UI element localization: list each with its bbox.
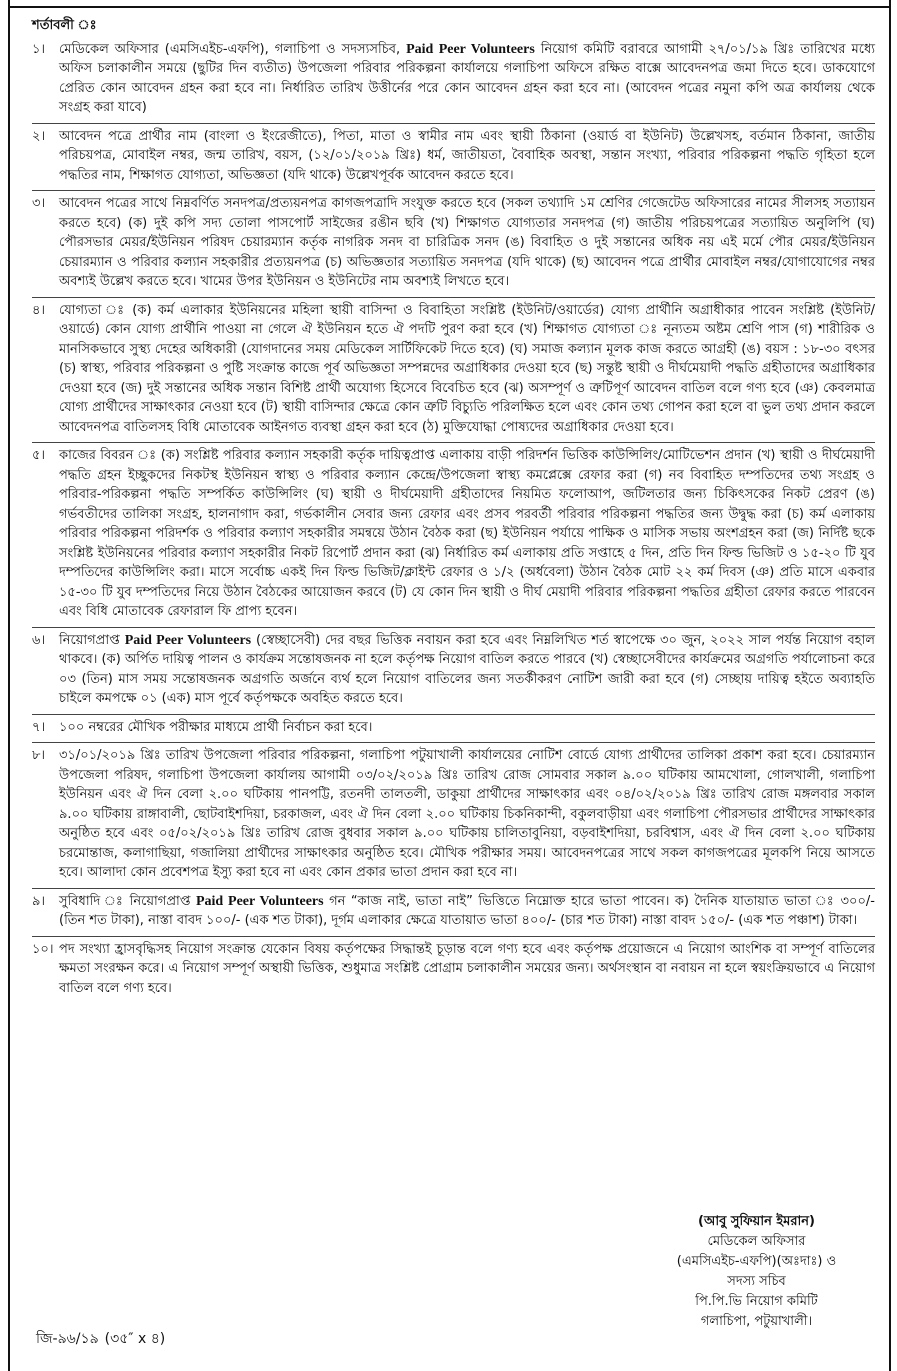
term-english-phrase: Paid Peer Volunteers (406, 41, 535, 57)
terms-heading: শর্তাবলী ঃ (32, 18, 97, 33)
term-number: ৯। (32, 893, 46, 909)
term-english-phrase: Paid Peer Volunteers (124, 632, 252, 648)
top-border (10, 6, 889, 8)
term-text (59, 127, 875, 186)
signatory-name: (আবু সুফিয়ান ইমরান) (698, 1214, 815, 1229)
term-text-part: যোগ্যতা ঃ (ক) কর্ম এলাকার ইউনিয়নের মহিলা স্থায়ী বাসিন্দা ও বিবাহিতা সংশ্লিষ্ট (ইউনিট/ওয়ার্ডের) যোগ্য প্রার্থীনি অগ্রাধীকার পাবেন সংশ্লিষ্ট (ইউনিট/ওয়ার্ডে) কোন যোগ্য প্রার্থীনি পাওয়া না গেলে ঐ ইউনিয়ন হতে ঐ পদটি পুরণ করা হবে (খ) শিক্ষাগত যোগ্যতা ঃ নূন্যতম অষ্টম শ্রেণি পাস (গ) শারীরিক ও মানসিকভাবে সুস্থ্য দেহের অধিকারী (যোগদানের সময় মেডিকেল সার্টিফিকেট দিতে হবে) (ঘ) সমাজ কল্যান মূলক কাজ করতে আগ্রহী (ঙ) বয়স : ১৮-৩০ বৎসর (চ) স্বাস্থ্য, পরিবার পরিকল্পনা ও পুষ্টি সংক্রান্ত কাজে পূর্ব অভিজ্ঞতা সম্পন্নদের অগ্রাধিকার দেওয়া হবে (ছ) সন্তুষ্ট স্থায়ী ও দীর্ঘমেয়াদী পদ্ধতি গ্রহীতাদের অগ্রাধিকার দেওয়া হবে (জ) দুই সন্তানের অধিক সন্তান বিশিষ্ট প্রার্থী অযোগ্য হিসেবে বিবেচিত হবে (ঝ) অসম্পূর্ণ ও ত্রুটিপূর্ণ আবেদন বাতিল বলে গণ্য হবে (ঞ) কেবলমাত্র যোগ্য প্রার্থীদের সাক্ষাৎকার নেওয়া হবে (ট) স্থায়ী বাসিন্দার ক্ষেত্রে কোন ত্রুটি বিচ্যুতি পরিলক্ষিত হলে এবং কোন তথ্য গোপন করা হলে বা ভুল তথ্য প্রদান করলে আবেদনপত্র বাতিলসহ বিধি মোতাবেক আইনগত ব্যবস্থা গ্রহন করা হবে (ঠ) মুক্তিযোদ্ধা পোষ্যদের অগ্রাধিকার দেওয়া হবে। (59, 302, 875, 435)
reference-note (36, 1327, 165, 1351)
term-text-part: ১০০ নম্বরের মৌখিক পরীক্ষার মাধ্যমে প্রার্থী নির্বাচন করা হবে। (59, 719, 373, 735)
term-text (59, 631, 875, 709)
signatory-location: গলাচিপা, পটুয়াখালী। (700, 1314, 813, 1329)
term-text (59, 301, 875, 438)
term-item (32, 937, 875, 1004)
term-item (32, 124, 875, 192)
term-text (59, 718, 875, 738)
term-text-part: গন “কাজ নাই, ভাতা নাই” ভিত্তিতে নিম্নোক্ত হারে ভাতা পাবেন। ক) দৈনিক যাতায়াত ভাতা ঃ ৩০০/- (তিন শত টাকা), নাস্তা বাবদ ১০০/- (এক শত টাকা), দূর্গম এলাকার ক্ষেত্রে যাতায়াত ভাতা ৪০০/- (চার শত টাকা) নাস্তা বাবদ ১৫০/- (এক শত পঞ্চাশ) টাকা। (59, 893, 875, 928)
signature-block (644, 1212, 869, 1332)
term-item (32, 889, 875, 937)
term-text (59, 892, 875, 931)
reference-code: জি-৯৬/১৯ (36, 1331, 99, 1347)
term-item (32, 37, 875, 124)
term-number: ২। (32, 128, 46, 144)
signatory-role: সদস্য সচিব (727, 1274, 786, 1289)
term-text (59, 746, 875, 883)
signatory-committee: পি.পি.ভি নিয়োগ কমিটি (695, 1294, 818, 1309)
term-number: ৪। (32, 302, 46, 318)
term-text (59, 194, 875, 292)
term-text (59, 446, 875, 622)
term-number: ৫। (32, 448, 46, 463)
term-item (32, 715, 875, 744)
terms-list (32, 37, 875, 1004)
term-text-part: পদ সংখ্যা হ্রাসবৃদ্ধিসহ নিয়োগ সংক্রান্ত যেকোন বিষয় কর্তৃপক্ষের সিদ্ধান্তই চূড়ান্ত বলে গণ্য হবে এবং কর্তৃপক্ষ প্রয়োজনে এ নিয়োগ আংশিক বা সম্পূর্ণ বাতিলের ক্ষমতা সংরক্ষন করে। এ নিয়োগ সম্পূর্ণ অস্থায়ী ভিত্তিক, শুধুমাত্র সংশ্লিষ্ট প্রোগ্রাম চলাকালীন সময়ের জন্য। অর্থসংস্থান বা নবায়ন না হলে স্বয়ংক্রিয়ভাবে এ নিয়োগ বাতিল বলে গণ্য হবে। (59, 941, 875, 996)
term-number: ৮। (32, 748, 46, 763)
signatory-designation: মেডিকেল অফিসার (707, 1234, 806, 1249)
term-text-part: আবেদন পত্রের সাথে নিম্নবর্ণিত সনদপত্র/প্রত্যয়নপত্র কাগজপত্রাদি সংযুক্ত করতে হবে (সকল তথ্যাদি ১ম শ্রেণির গেজেটেড অফিসারের নামের সীলসহ সত্যায়ন করতে হবে) (ক) দুই কপি সদ্য তোলা পাসপোর্ট সাইজের রঙীন ছবি (খ) শিক্ষাগত যোগ্যতার সনদপত্র (গ) জাতীয় পরিচয়পত্রের সত্যায়িত অনুলিপি (ঘ) পৌরসভার মেয়র/ইউনিয়ন পরিষদ চেয়ারম্যান কর্তৃক নাগরিক সনদ বা চারিত্রিক সনদ (ঙ) বিবাহিত ও দুই সন্তানের অধিক নয় এই মর্মে পৌর মেয়র/ইউনিয়ন চেয়ারম্যান ও পরিবার কল্যান সহকারীর প্রত্যয়নপত্র (চ) অভিজ্ঞতার সত্যায়িত সনদপত্র (যদি থাকে) (ছ) আবেদন পত্রে প্রার্থীর মোবাইল নম্বর/যোগাযোগের নম্বর অবশ্যই উল্লেখ করতে হবে। খামের উপর ইউনিয়ন ও ইউনিটের নাম অবশ্যই লিখতে হবে। (59, 196, 875, 289)
term-number: ১। (32, 41, 46, 57)
terms-section (32, 16, 875, 1003)
term-english-phrase: Paid Peer Volunteers (195, 893, 324, 909)
term-number: ১০। (32, 941, 54, 957)
signatory-department: (এমসিএইচ-এফপি)(অঃদাঃ) ও (676, 1254, 837, 1269)
term-text-part: কাজের বিবরন ঃ (ক) সংশ্লিষ্ট পরিবার কল্যান সহকারী কর্তৃক দায়িত্বপ্রাপ্ত এলাকায় বাড়ী পরিদর্শন ভিত্তিক কাউন্সিলিং/মোটিভেশন প্রদান (খ) স্থায়ী ও দীর্ঘমেয়াদী পদ্ধতি গ্রহন ইচ্ছুকদের নিকটস্থ ইউনিয়ন স্বাস্থ্য ও পরিবার কল্যান কেন্দ্রে/উপজেলা স্বাস্থ্য কমপ্লেক্সে রেফার করা (গ) নব বিবাহিত দম্পতিদের তথ্য সংগ্রহ ও পরিবার-পরিকল্পনা পদ্ধতি সম্পর্কিত কাউন্সিলিং (ঘ) স্থায়ী ও দীর্ঘমেয়াদী গ্রহীতাদের নিয়মিত ফলোআপ, জটিলতার জন্য চিকিৎসকের নিকট প্রেরণ (ঙ) গর্ভবতীদের তালিকা সংগ্রহ, হালনাগাদ করা, গর্ভকালীন সেবার জন্য রেফার এবং প্রসব পরবর্তী পরিবার পরিকল্পনা পদ্ধতির জন্য উদ্বুদ্ধ করা (চ) কর্ম এলাকায় পরিবার পরিকল্পনা পরিদর্শক ও পরিবার কল্যাণ সহকারীর সমন্বয়ে উঠান বৈঠক করা (ছ) ইউনিয়ন পর্যায়ে পাক্ষিক ও মাসিক সভায় অংশগ্রহন করা (জ) নির্দিষ্ট ছকে সংশ্লিষ্ট ইউনিয়নের পরিবার কল্যাণ সহকারীর নিকট রিপোর্ট প্রদান করা (ঝ) নির্ধারিত কর্ম এলাকায় প্রতি সপ্তাহে ৫ দিন, প্রতি দিন ফিল্ড ভিজিট ও ১৫-২০ টি যুব দম্পতিদের কাউন্সিলিং করা। মাসে সর্বোচ্চ একই দিন ফিল্ড ভিজিট/ক্লাইন্ট রেফার ও ১/২ (অর্ধবেলা) উঠান বৈঠক মোট ২২ কর্ম দিবস (ঞ) প্রতি মাসে একবার ১৫-৩০ টি যুব দম্পতিদের নিয়ে উঠান বৈঠকের আয়োজন করবে (ট) যে কোন দিন স্থায়ী ও দীর্ঘ মেয়াদী পরিবার পরিকল্পনা পদ্ধতির গ্রহীতা রেফার করতে পারবেন এবং বিধি মোতাবেক রেফারাল ফি প্রাপ্য হবেন। (59, 448, 875, 619)
reference-size: (৩৫″ x ৪) (104, 1331, 166, 1347)
term-text-part: সুবিধাদি ঃ নিয়োগপ্রাপ্ত (59, 893, 196, 909)
term-text-part: ৩১/০১/২০১৯ খ্রিঃ তারিখ উপজেলা পরিবার পরিকল্পনা, গলাচিপা পটুয়াখালী কার্যালয়ের নোটিশ বোর্ডে যোগ্য প্রার্থীদের তালিকা প্রকাশ করা হবে। চেয়ারম্যান উপজেলা পরিষদ, গলাচিপা উপজেলা কার্যালয় আগামী ০৩/০২/২০১৯ খ্রিঃ তারিখ রোজ সোমবার সকাল ৯.০০ ঘটিকায় আমখোলা, গোলখালী, গলাচিপা ইউনিয়ন এবং ঐ দিন বেলা ২.০০ ঘটিকায় পানপট্টি, রতনদী তালতলী, ডাকুয়া প্রার্থীদের সাক্ষাৎকার এবং ০৪/০২/২০১৯ খ্রিঃ তারিখ রোজ মঙ্গলবার সকাল ৯.০০ ঘটিকায় রাঙ্গাবালী, ছোটবাইশদিয়া, চরকাজল, এবং ঐ দিন বেলা ২.০০ ঘটিকায় চিকনিকান্দী, বকুলবাড়ীয়া এবং গলাচিপা পৌরসভার প্রার্থীদের সাক্ষাৎকার অনুষ্ঠিত হবে এবং ০৫/০২/২০১৯ খ্রিঃ তারিখ রোজ বুধবার সকাল ৯.০০ ঘটিকায় চালিতাবুনিয়া, বড়বাইশদিয়া, চরবিশ্বাস, এবং ঐ দিন বেলা ২.০০ ঘটিকায় চরমোন্তাজ, কলাগাছিয়া, গজালিয়া প্রার্থীদের সাক্ষাৎকার অনুষ্ঠিত হবে। মৌখিক পরীক্ষার সময়। আবেদনপত্রের সাথে সকল কাগজপত্রের মূলকপি নিয়ে আসতে হবে। আলাদা কোন প্রবেশপত্র ইস্যু করা হবে না এবং কোন প্রকার ভাতা প্রদান করা হবে না। (59, 748, 875, 880)
term-text (59, 40, 875, 118)
term-item (32, 298, 875, 444)
term-text-part: (স্বেচ্ছাসেবী) দের বছর ভিত্তিক নবায়ন করা হবে এবং নিম্নলিখিত শর্ত স্বাপেক্ষে ৩০ জুন, ২০২২ সাল পর্যন্ত নিয়োগ বহাল থাকবে। (ক) অর্পিত দায়িত্ব পালন ও কার্যক্রম সন্তোষজনক না হলে কর্তৃপক্ষ নিয়োগ বাতিল করতে পারবে (খ) স্বেচ্ছাসেবীদের কার্যক্রমের অগ্রগতি পর্যালোচনা করে ০৩ (তিন) মাস সময় সন্তোষজনক অগ্রগতি অর্জনে ব্যর্থ হলে নিয়োগ বাতিলের জন্য সতর্কীকরণ নোটিশ জারী করা হবে (গ) সেচ্ছায় দায়িত্ব হইতে অব্যাহতি চাইলে কমপক্ষে ০১ (এক) মাস পূর্বে কর্তৃপক্ষকে অবহিত করতে হবে। (59, 632, 875, 706)
term-text-part: নিয়োগপ্রাপ্ত (59, 632, 125, 648)
term-text-part: আবেদন পত্রে প্রার্থীর নাম (বাংলা ও ইংরেজীতে), পিতা, মাতা ও স্বামীর নাম এবং স্থায়ী ঠিকানা (ওয়ার্ড বা ইউনিট) উল্লেখসহ, বর্তমান ঠিকানা, জাতীয় পরিচয়পত্র, মোবাইল নম্বর, জন্ম তারিখ, বয়স, (১২/০১/২০১৯ খ্রিঃ) ধর্ম, জাতীয়তা, বৈবাহিক অবস্থা, সন্তান সংখ্যা, পরিবার পরিকল্পনা পদ্ধতি গৃহিতা হলে পদ্ধতির নাম, শিক্ষাগত যোগ্যতা, অভিজ্ঞতা (যদি থাকে) উল্লেখপূর্বক আবেদন করতে হবে। (59, 128, 875, 183)
term-text-part: নিয়োগ কমিটি বরাবরে আগামী ২৭/০১/১৯ খ্রিঃ তারিখের মধ্যে অফিস চলাকালীন সময়ে (ছুটির দিন ব্যতীত) উপজেলা পরিবার পরিকল্পনা কার্যালয়ে গলাচিপা অফিসে রক্ষিত বাক্সে আবেদনপত্র জমা দিতে হবে। ডাকযোগে প্রেরিত কোন আবেদন গ্রহন করা হবে না। নির্ধারিত তারিখ উত্তীর্নের পরে কোন আবেদন গ্রহন করা হবে না। (আবেদন পত্রের নমুনা কপি অত্র কার্যালয় থেকে সংগ্রহ করা যাবে) (59, 41, 876, 115)
term-item (32, 628, 875, 715)
term-text (59, 940, 875, 999)
term-number: ৬। (32, 632, 46, 648)
term-item (32, 443, 875, 628)
term-item (32, 743, 875, 889)
term-item (32, 191, 875, 298)
term-number: ৭। (32, 719, 46, 735)
term-text-part: মেডিকেল অফিসার (এমসিএইচ-এফপি), গলাচিপা ও সদস্যসচিব, (59, 41, 407, 57)
term-number: ৩। (32, 196, 46, 211)
notice-page (8, 0, 891, 1371)
